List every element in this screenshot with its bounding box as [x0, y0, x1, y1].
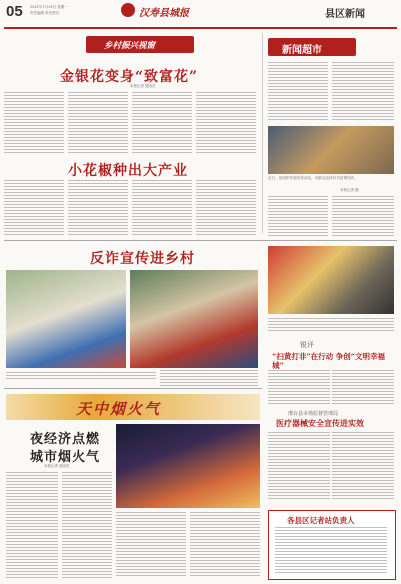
article-honeysuckle-text: [4, 92, 64, 154]
medical-text: [268, 432, 330, 500]
column-text: [268, 370, 330, 406]
page-number: 05: [6, 3, 23, 20]
article-honeysuckle-text: [68, 92, 128, 154]
column-divider: [262, 33, 263, 233]
article-pepper-text: [4, 180, 64, 236]
column-label: 锐评: [300, 341, 314, 349]
right-photo: [268, 246, 394, 314]
masthead-logo: [121, 3, 135, 17]
news-text: [332, 196, 394, 236]
article-pepper-text: [68, 180, 128, 236]
anti-fraud-photo-1: [6, 270, 126, 368]
night-text: [62, 472, 112, 578]
night-banner: [6, 394, 260, 420]
headline-night-2: 城市烟火气: [30, 450, 101, 465]
anti-fraud-caption: [160, 370, 258, 386]
night-text: [6, 472, 58, 578]
news-text: [268, 62, 328, 122]
anti-fraud-photo-2: [130, 270, 258, 368]
column-text: [332, 370, 394, 406]
night-text: [190, 512, 260, 576]
anti-fraud-text: [6, 372, 156, 380]
byline-honeysuckle: 本报记者 通讯员: [130, 84, 156, 88]
news-text: [268, 196, 328, 236]
headline-column: “扫黄打非”在行动 争创“文明幸福城”: [272, 352, 386, 370]
rural-banner: [86, 36, 194, 53]
headline-pepper: 小花椒种出大产业: [68, 163, 188, 179]
news-photo: [268, 126, 394, 174]
night-banner-text: 天中烟火气: [76, 400, 162, 418]
headline-anti-fraud: 反诈宣传进乡村: [90, 251, 195, 267]
masthead-title: 汉寿县城报: [139, 8, 189, 19]
reporter-ad: [268, 510, 396, 580]
headline-medical: 医疗器械安全宣传进实效: [276, 418, 364, 428]
rural-banner-text: 乡村振兴视窗: [104, 41, 156, 51]
section-title: 县区新闻: [325, 9, 365, 20]
section-divider: [4, 388, 262, 389]
news-banner: [268, 38, 356, 56]
night-photo: [116, 424, 260, 508]
right-photo-caption: [268, 318, 394, 332]
article-honeysuckle-text: [196, 92, 256, 154]
date-line: 2021年7月19日 星期一: [30, 5, 68, 9]
news-text: [332, 62, 394, 122]
news-caption: 近日，县组织开展宣传活动，向群众宣传有关政策知识。: [268, 176, 358, 180]
night-text: [116, 512, 186, 576]
article-pepper-text: [196, 180, 256, 236]
medical-text: [332, 432, 394, 500]
section-divider: [4, 240, 397, 241]
byline-night: 本报记者 通讯员: [44, 464, 70, 468]
news-banner-text: 新闻超市: [282, 45, 322, 56]
editor-line: 责任编辑 责任校对: [30, 11, 60, 15]
reporter-ad-title: 各县区记者站负责人: [287, 516, 355, 525]
medical-dept: 邢台县市场监督管理局: [288, 411, 339, 417]
news-caption-credit: 本报记者 摄: [340, 188, 359, 192]
reporter-ad-list: [275, 527, 387, 573]
header-rule: [4, 27, 397, 29]
headline-honeysuckle: 金银花变身“致富花”: [60, 69, 199, 85]
page-header: [0, 0, 401, 32]
article-pepper-text: [132, 180, 192, 236]
headline-night-1: 夜经济点燃: [30, 432, 101, 447]
article-honeysuckle-text: [132, 92, 192, 154]
